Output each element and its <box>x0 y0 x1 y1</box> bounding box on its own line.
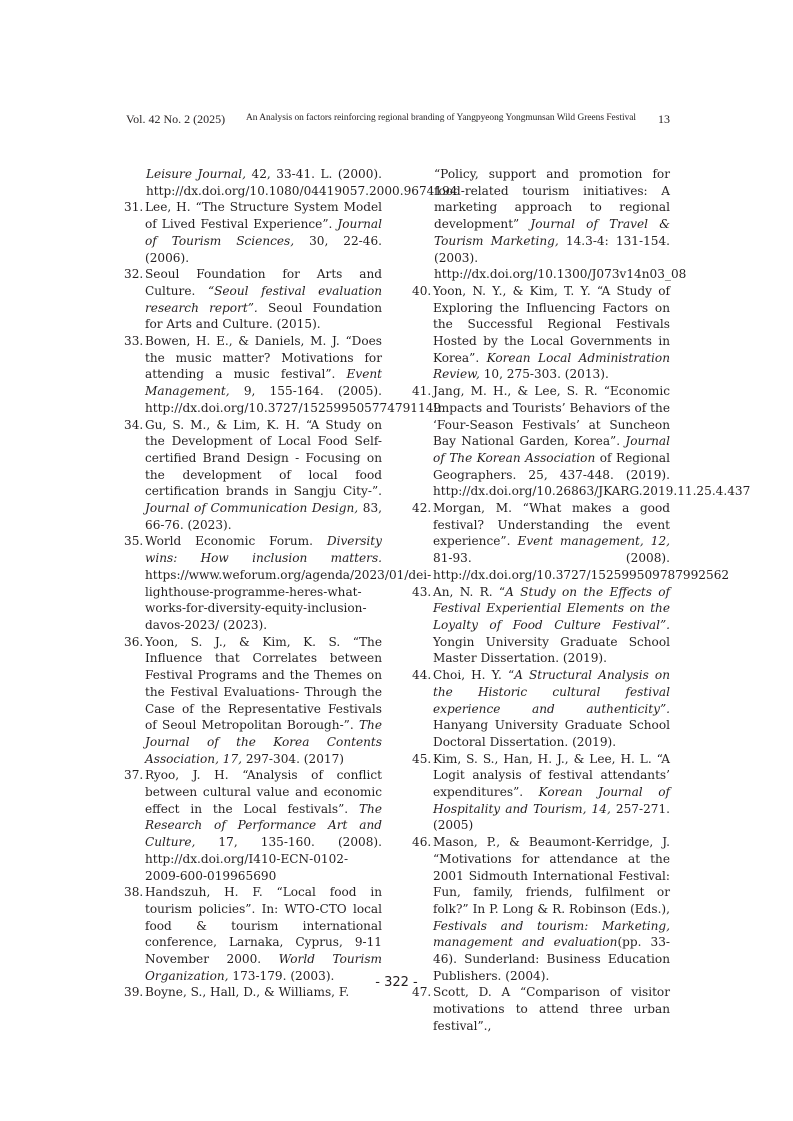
reference-text: Kim, S. S., Han, H. J., & Lee, H. L. “A Logit analysis of festival attendants’ expenditures”. <box>433 751 670 800</box>
reference-item <box>412 383 751 500</box>
reference-text: Seoul Foundation for Arts and Culture. (2015). <box>145 300 382 332</box>
reference-italic-text: Leisure Journal, <box>146 167 246 181</box>
reference-text: Ryoo, J. H. “Analysis of conflict between cultural value and economic effect in the Local festivals”. <box>145 768 382 816</box>
reference-italic-text: Korean Journal of Hospitality and Tourism, 14, <box>433 785 670 816</box>
reference-text: Yoon, N. Y., & Kim, T. Y. “A Study of Exploring the Influencing Factors on the Successful Regional Festivals Hosted by the Local Governments in Korea”. <box>433 283 670 365</box>
reference-text: Mason, P., & Beaumont-Kerridge, J. “Motivations for attendance at the 2001 Sidmouth International Festival: Fun, family, friends, fulfilment or folk?” In P. Long & R. Robinson (Eds.), <box>433 835 670 916</box>
reference-italic-text: Journal of Communication Design, <box>145 501 359 516</box>
reference-text: 17, 135-160. (2008). http://dx.doi.org/I410-ECN-0102-2009-600-019965690 <box>145 835 382 883</box>
reference-continuation <box>412 166 687 283</box>
reference-number: 40. <box>412 283 432 298</box>
reference-item <box>124 634 382 768</box>
reference-text: Handszuh, H. F. “Local food in tourism policies”. In: WTO-CTO local food & tourism international conference, Larnaka, Cyprus, 9-11 November 2000. <box>145 885 382 967</box>
reference-italic-text: World Tourism Organization, <box>145 952 382 983</box>
reference-text: Jang, M. H., & Lee, S. R. “Economic Impacts and Tourists’ Behaviors of the ‘Four-Season Festivals’ at Suncheon Bay National Garden, Korea”. <box>433 384 670 449</box>
reference-number: 43. <box>412 584 432 599</box>
reference-text: An, N. R. “ <box>433 584 506 599</box>
reference-text: Lee, H. “The Structure System Model of Lived Festival Experience”. <box>145 200 382 232</box>
reference-number: 32. <box>124 267 144 282</box>
reference-italic-text: The Journal of the Korea Contents Association, 17, <box>145 718 382 766</box>
reference-text: Scott, D. A “Comparison of visitor motivations to attend three urban festival”., <box>433 985 670 1033</box>
reference-number: 47. <box>412 985 432 1000</box>
reference-item <box>412 984 670 1034</box>
reference-item <box>412 500 730 584</box>
reference-italic-text: “Seoul festival evaluation research report”. <box>145 283 383 315</box>
right-column <box>412 166 751 1035</box>
reference-number: 46. <box>412 835 432 850</box>
reference-text: of Regional Geographers. 25, 437-448. (2019). http://dx.doi.org/10.26863/JKARG.2019.11.25.4.437 <box>433 450 751 499</box>
reference-italic-text: Festivals and tourism: Marketing, management and evaluation <box>433 918 670 950</box>
reference-item <box>124 767 382 884</box>
reference-number: 41. <box>412 384 432 399</box>
running-title: An Analysis on factors reinforcing regional branding of Yangpyeong Yongmunsan Wild Greens Festival <box>246 113 637 123</box>
reference-text: 14.3-4: 131-154. (2003). http://dx.doi.org/10.1300/J073v14n03_08 <box>434 233 687 282</box>
reference-text: Seoul Foundation for Arts and Culture. <box>145 267 382 298</box>
reference-item <box>412 283 670 383</box>
reference-item <box>124 417 382 534</box>
reference-number: 45. <box>412 751 432 766</box>
reference-text: 30, 22-46. (2006). <box>145 233 382 265</box>
reference-text: Hanyang University Graduate School Doctoral Dissertation. (2019). <box>433 718 670 749</box>
volume-issue: Vol. 42 No. 2 (2025) <box>126 112 226 126</box>
reference-text: 257-271. (2005) <box>433 801 670 833</box>
reference-item <box>412 834 670 984</box>
reference-item <box>124 199 382 266</box>
reference-item <box>412 667 670 751</box>
reference-text: 9, 155-164. (2005). http://dx.doi.org/10.3727/152599505774791149 <box>145 384 442 415</box>
reference-italic-text: Journal of The Korean Association <box>433 434 670 465</box>
reference-text: Morgan, M. “What makes a good festival? Understanding the event experience”. <box>433 501 670 549</box>
reference-item <box>124 266 382 333</box>
footer-page-number: - 322 - <box>375 975 418 990</box>
reference-number: 31. <box>124 200 144 215</box>
reference-text: Gu, S. M., & Lim, K. H. “A Study on the Development of Local Food Self-certified Brand Design - Focusing on the development of local food certification brands in Sangju City-”. <box>145 417 382 499</box>
reference-item <box>124 884 382 984</box>
reference-item <box>412 584 670 668</box>
running-header <box>126 112 670 126</box>
reference-italic-text: A Structural Analysis on the Historic cultural festival experience and authenticity”. <box>433 668 670 716</box>
reference-number: 33. <box>124 334 144 349</box>
reference-number: 38. <box>124 885 144 900</box>
reference-italic-text: The Research of Performance Art and Culture, <box>145 801 382 850</box>
reference-italic-text: Diversity wins: How inclusion matters. <box>145 534 382 566</box>
reference-text: “Policy, support and promotion for food-related tourism initiatives: A marketing approach to regional development” <box>434 167 670 232</box>
reference-number: 37. <box>124 768 144 783</box>
reference-text: 42, 33-41. L. (2000). http://dx.doi.org/10.1080/04419057.2000.9674194 <box>146 167 458 198</box>
reference-text: Choi, H. Y. “ <box>433 668 515 683</box>
reference-italic-text: Korean Local Administration Review, <box>433 350 670 382</box>
reference-italic-text: Event Management, <box>145 367 382 399</box>
reference-text: Yongin University Graduate School Master Dissertation. (2019). <box>433 634 670 666</box>
reference-italic-text: Event management, 12, <box>517 534 670 549</box>
reference-text: Bowen, H. E., & Daniels, M. J. “Does the music matter? Motivations for attending a music festival”. <box>145 334 382 382</box>
reference-number: 34. <box>124 417 144 432</box>
reference-text: 173-179. (2003). <box>228 968 335 983</box>
reference-text: Yoon, S. J., & Kim, K. S. “The Influence that Correlates between Festival Programs and the Themes on the Festival Evaluations- Through the Case of the Representative Festivals of Seoul Metropolitan Borough-”. <box>145 634 382 733</box>
reference-text: 297-304. (2017) <box>242 751 344 766</box>
reference-number: 44. <box>412 668 432 683</box>
reference-continuation <box>124 166 458 199</box>
reference-number: 36. <box>124 634 144 649</box>
reference-text: Boyne, S., Hall, D., & Williams, F. <box>145 985 350 1000</box>
reference-italic-text: Journal of Travel & Tourism Marketing, <box>434 217 670 248</box>
reference-number: 42. <box>412 501 432 516</box>
reference-number: 39. <box>124 985 144 1000</box>
reference-text: World Economic Forum. <box>145 534 327 549</box>
page-footer <box>0 975 793 990</box>
reference-text: 10, 275-303. (2013). <box>479 367 609 382</box>
reference-text: 83, 66-76. (2023). <box>145 501 382 532</box>
reference-item <box>412 751 670 835</box>
reference-text: https://www.weforum.org/agenda/2023/01/dei-lighthouse-programme-heres-what-works-for-diversity-equity-inclusion-davos-2023/ (2023). <box>145 567 432 632</box>
reference-italic-text: Journal of Tourism Sciences, <box>145 217 382 248</box>
reference-text: 81-93. (2008). http://dx.doi.org/10.3727/152599509787992562 <box>433 551 730 582</box>
reference-text: (pp. 33-46). Sunderland: Business Education Publishers. (2004). <box>433 935 670 983</box>
reference-italic-text: A Study on the Effects of Festival Experiential Elements on the Loyalty of Food Culture Festival”. <box>433 584 670 632</box>
header-page-number: 13 <box>658 112 670 126</box>
reference-number: 35. <box>124 534 144 549</box>
